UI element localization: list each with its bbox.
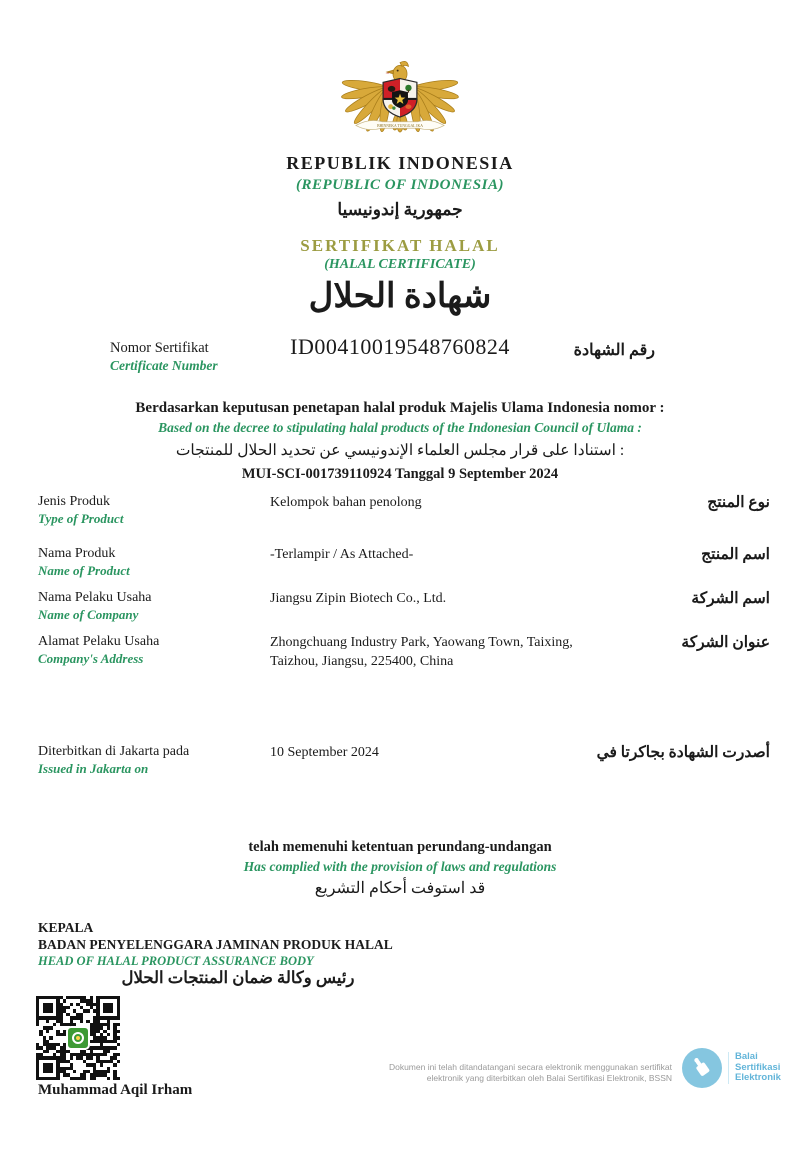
certificate-number-label-arabic: رقم الشهادة xyxy=(573,342,655,359)
country-name-arabic: جمهورية إندونيسيا xyxy=(337,200,463,219)
certificate-number-label-en: Certificate Number xyxy=(110,358,218,373)
field-value: 10 September 2024 xyxy=(270,745,379,760)
field-label-id: Nama Pelaku Usaha xyxy=(38,590,152,605)
field-value: Jiangsu Zipin Biotech Co., Ltd. xyxy=(270,591,447,606)
compliance-block xyxy=(0,838,800,898)
field-label-en: Name of Company xyxy=(38,607,139,622)
decree-block xyxy=(0,398,800,484)
qr-center-halal-logo xyxy=(66,1026,90,1050)
country-name-id: REPUBLIK INDONESIA xyxy=(286,153,514,173)
signatory-block xyxy=(38,920,393,970)
document-title-arabic: شهادة الحلال xyxy=(308,278,492,315)
signatory-org-id: BADAN PENYELENGGARA JAMINAN PRODUK HALAL xyxy=(38,936,393,952)
field-label-en: Name of Product xyxy=(38,563,130,578)
field-value: Zhongchuang Industry Park, Yaowang Town, Taixing, Taizhou, Jiangsu, 225400, China xyxy=(270,635,573,669)
document-title-en: (HALAL CERTIFICATE) xyxy=(324,257,476,272)
certificate-number-label-id: Nomor Sertifikat xyxy=(110,340,209,356)
pancasila-shield xyxy=(383,79,417,117)
garuda-ribbon-text: BHINNEKA TUNGGAL IKA xyxy=(377,123,423,128)
document-title-id: SERTIFIKAT HALAL xyxy=(300,236,500,255)
compliance-line-arabic: قد استوفت أحكام التشريع xyxy=(314,880,486,897)
signatory-name: Muhammad Aqil Irham xyxy=(38,1082,193,1098)
field-label-id: Nama Produk xyxy=(38,546,116,561)
field-label-id: Alamat Pelaku Usaha xyxy=(38,634,160,649)
garuda-eye xyxy=(397,70,399,72)
field-label-en: Type of Product xyxy=(38,511,124,526)
bse-seal-icon xyxy=(682,1048,722,1088)
decree-line-arabic: استنادا على قرار مجلس العلماء الإندونيسي عن تحديد الحلال للمنتجات : xyxy=(175,442,625,459)
field-label-arabic: عنوان الشركة xyxy=(681,634,770,651)
field-label-arabic: أصدرت الشهادة بجاكرتا في xyxy=(596,744,770,761)
field-label-arabic: اسم الشركة xyxy=(691,590,770,607)
electronic-signature-note xyxy=(389,1062,672,1084)
decree-line-en: Based on the decree to stipulating halal products of the Indonesian Council of Ulama : xyxy=(158,420,642,435)
signatory-org-en: HEAD OF HALAL PRODUCT ASSURANCE BODY xyxy=(38,954,314,968)
compliance-line-id: telah memenuhi ketentuan perundang-undangan xyxy=(248,839,552,855)
field-label-arabic: نوع المنتج xyxy=(707,494,770,511)
field-value: -Terlampir / As Attached- xyxy=(270,547,414,562)
certificate-number-label xyxy=(110,340,218,374)
bse-logo xyxy=(682,1048,781,1088)
garuda-pancasila-emblem xyxy=(339,28,461,146)
bse-logo-text: Balai Sertifikasi Elektronik xyxy=(728,1052,781,1084)
signatory-title-id: KEPALA xyxy=(38,920,94,935)
certificate-number-value: ID00410019548760824 xyxy=(290,334,510,359)
field-label-id: Diterbitkan di Jakarta pada xyxy=(38,744,190,759)
note-line-1: Dokumen ini telah ditandatangani secara elektronik menggunakan sertifikat xyxy=(388,1062,672,1072)
field-label-en: Company's Address xyxy=(38,651,144,666)
note-line-2: elektronik yang diterbitkan oleh Balai Sertifikasi Elektronik, BSSN xyxy=(426,1073,672,1083)
signatory-org-arabic: رئيس وكالة ضمان المنتجات الحلال xyxy=(121,968,355,987)
field-value: Kelompok bahan penolong xyxy=(270,495,422,510)
field-label-en: Issued in Jakarta on xyxy=(38,761,149,776)
compliance-line-en: Has complied with the provision of laws and regulations xyxy=(243,859,557,874)
decree-line-id: Berdasarkan keputusan penetapan halal produk Majelis Ulama Indonesia nomor : xyxy=(135,400,665,416)
country-name-en: (REPUBLIC OF INDONESIA) xyxy=(296,177,504,193)
field-label-arabic: اسم المنتج xyxy=(701,546,770,563)
field-label-id: Jenis Produk xyxy=(38,494,110,509)
decree-number-line: MUI-SCI-001739110924 Tanggal 9 September 2024 xyxy=(241,466,559,482)
